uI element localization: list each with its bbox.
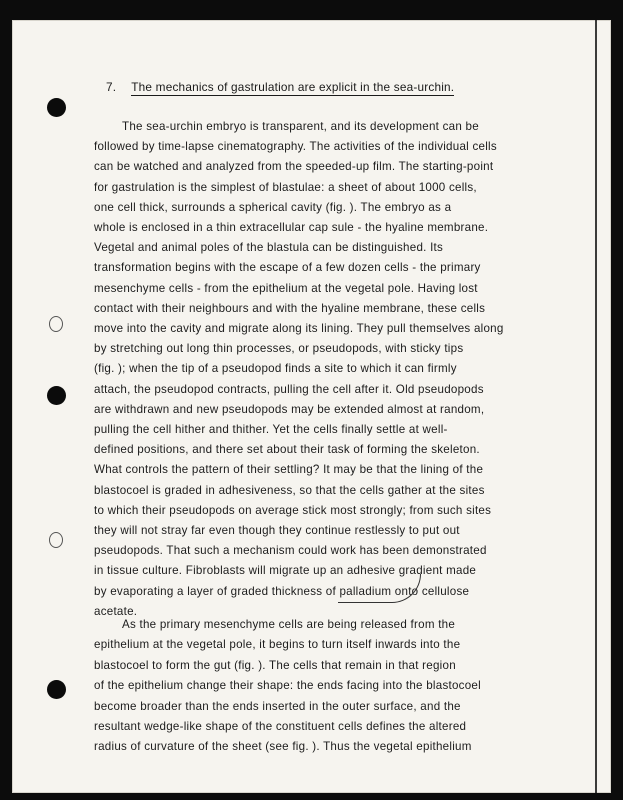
paragraph1-line: one cell thick, surrounds a spherical cavity (fig. ). The embryo as a: [94, 200, 452, 214]
paragraph1-line: for gastrulation is the simplest of blastulae: a sheet of about 1000 cells,: [94, 180, 477, 194]
paragraph1-line: are withdrawn and new pseudopods may be extended almost at random,: [94, 402, 485, 416]
paragraph2-line: of the epithelium change their shape: the ends facing into the blastocoel: [94, 679, 481, 693]
paragraph1-line: pulling the cell hither and thither. Yet the cells finally settle at well-: [94, 423, 448, 436]
punch-hole-3: [47, 386, 66, 405]
paragraph1-line: transformation begins with the escape of a few dozen cells - the primary: [94, 261, 481, 275]
paragraph1-line: by evaporating a layer of graded thickness of palladium onto cellulose: [94, 584, 470, 598]
paragraph1-line: to which their pseudopods on average stick most strongly; from such sites: [94, 503, 492, 517]
paragraph1-line: pseudopods. That such a mechanism could work has been demonstrated: [94, 544, 487, 558]
paragraph2-line: epithelium at the vegetal pole, it begins to turn itself inwards into the: [94, 638, 461, 652]
paragraph1-line: blastocoel is graded in adhesiveness, so that the cells gather at the sites: [94, 483, 485, 497]
paragraph1-line: can be watched and analyzed from the speeded-up film. The starting-point: [94, 160, 494, 174]
paragraph2-line: become broader than the ends inserted in the outer surface, and the: [94, 699, 461, 713]
paragraph1-line: defined positions, and there set about their task of forming the skeleton.: [94, 443, 480, 457]
punch-hole-1: [47, 98, 66, 117]
paragraph1-line: mesenchyme cells - from the epithelium at the vegetal pole. Having lost: [94, 281, 478, 295]
paragraph2-line: As the primary mesenchyme cells are being released from the: [122, 618, 456, 631]
paragraph2-line: radius of curvature of the sheet (see fig. ). Thus the vegetal epithelium: [94, 740, 472, 754]
punch-hole-2: [49, 316, 63, 332]
paragraph1-line: What controls the pattern of their settling? It may be that the lining of the: [94, 463, 484, 477]
paragraph1-line: by stretching out long thin processes, or pseudopods, with sticky tips: [94, 342, 464, 356]
paragraph1-line: they will not stray far even though they continue restlessly to put out: [94, 524, 460, 537]
paragraph1-line: attach, the pseudopod contracts, pulling the cell after it. Old pseudopods: [94, 382, 484, 396]
paragraph2-line: resultant wedge-like shape of the constituent cells defines the altered: [94, 720, 467, 733]
paragraph1-line: move into the cavity and migrate along its lining. They pull themselves along: [94, 322, 504, 335]
paragraph1-line: acetate.: [94, 604, 138, 618]
paragraph1-line: Vegetal and animal poles of the blastula can be distinguished. Its: [94, 241, 444, 255]
section-heading: [106, 80, 454, 94]
section-number: 7.: [106, 80, 117, 94]
paragraph1-line: The sea-urchin embryo is transparent, and its development can be: [122, 120, 479, 133]
paragraph1-line: whole is enclosed in a thin extracellular cap sule - the hyaline membrane.: [94, 221, 489, 234]
punch-hole-5: [47, 680, 66, 699]
paragraph1-line: contact with their neighbours and with the hyaline membrane, these cells: [94, 301, 486, 315]
punch-hole-4: [49, 532, 63, 548]
paragraph2-line: blastocoel to form the gut (fig. ). The cells that remain in that region: [94, 658, 456, 672]
section-title: The mechanics of gastrulation are explicit in the sea-urchin.: [131, 80, 455, 94]
paragraph1-line: in tissue culture. Fibroblasts will migrate up an adhesive gradient made: [94, 564, 477, 578]
paragraph1-line: followed by time-lapse cinematography. The activities of the individual cells: [94, 140, 497, 154]
paragraph1-line: (fig. ); when the tip of a pseudopod finds a site to which it can firmly: [94, 362, 457, 376]
